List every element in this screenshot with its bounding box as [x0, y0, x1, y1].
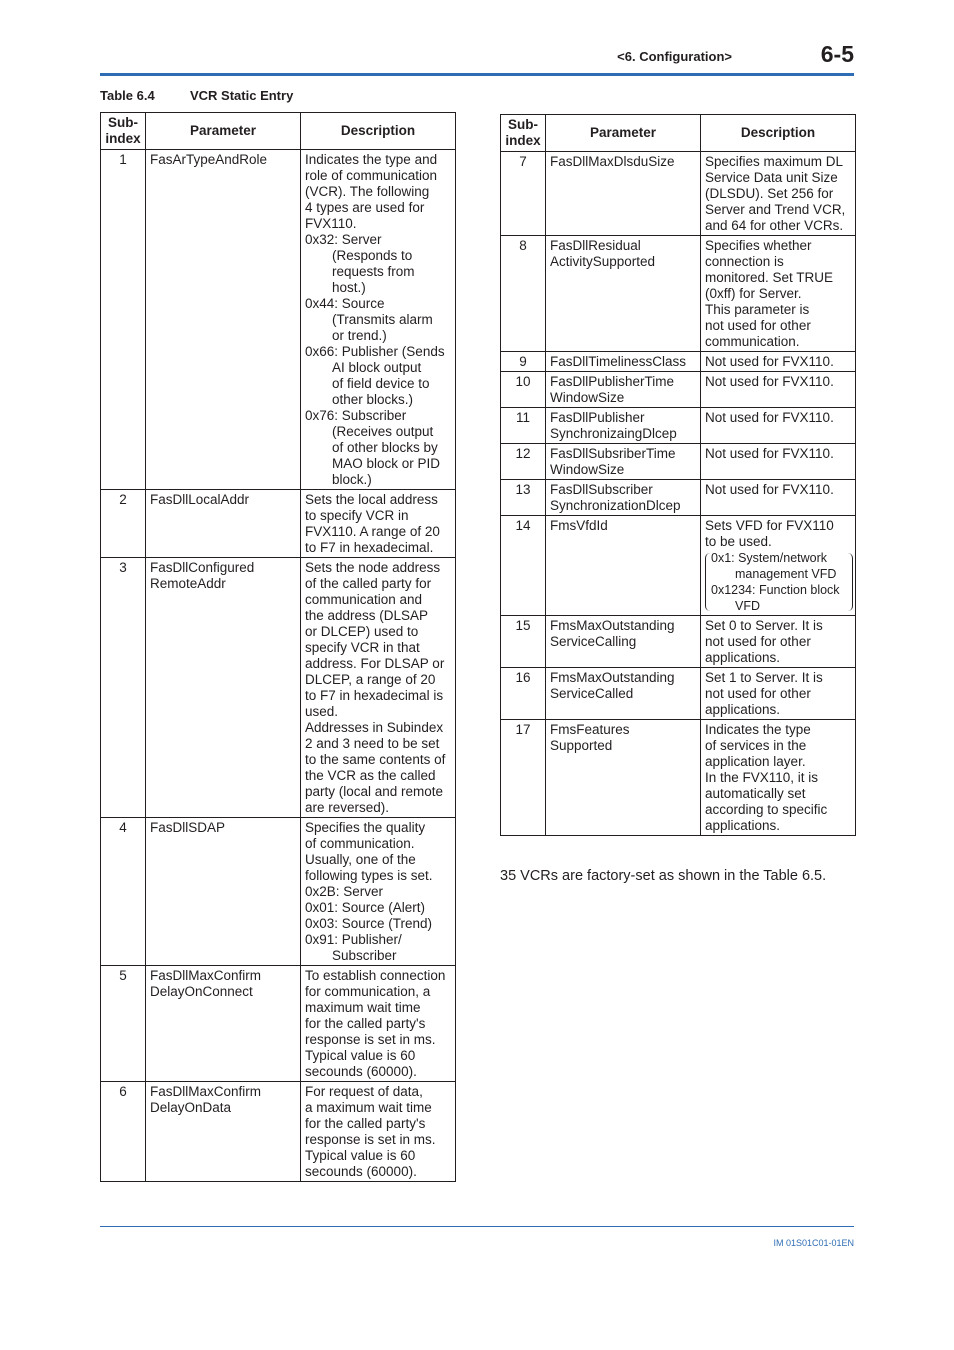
description-line: applications.	[705, 650, 781, 665]
description-line: or DLCEP) used to	[305, 624, 419, 639]
description-line: 0x66: Publisher (Sends	[305, 344, 445, 359]
subindex-cell: 2	[101, 490, 146, 558]
col-header-parameter: Parameter	[146, 113, 301, 150]
parameter-name-line: WindowSize	[550, 390, 625, 405]
col-header-description: Description	[701, 115, 856, 152]
subindex-cell: 4	[101, 818, 146, 966]
description-line: Typical value is 60	[305, 1048, 416, 1063]
description-line: Addresses in Subindex	[305, 720, 444, 735]
table-caption	[100, 88, 293, 103]
description-line: (Responds to	[332, 248, 413, 263]
brace-left	[705, 553, 710, 611]
description-line: the VCR as the called	[305, 768, 436, 783]
subindex-cell: 12	[501, 444, 546, 480]
subindex-cell: 1	[101, 150, 146, 490]
parameter-name-line: FasDllConfigured	[150, 560, 255, 575]
description-cell	[301, 1082, 456, 1182]
table-row	[501, 352, 856, 372]
table-title: VCR Static Entry	[190, 88, 294, 103]
parameter-name-line: FmsFeatures	[550, 722, 630, 737]
table-row	[501, 152, 856, 236]
description-line: to specify VCR in	[305, 508, 409, 523]
table-row	[501, 720, 856, 836]
vfd-option-line: management VFD	[735, 567, 837, 581]
description-line: Usually, one of the	[305, 852, 416, 867]
description-line: To establish connection	[305, 968, 446, 983]
description-line: Specifies whether	[705, 238, 812, 253]
description-line: for the called party's	[305, 1116, 426, 1131]
brace-right	[848, 553, 853, 611]
description-line: Not used for FVX110.	[705, 482, 834, 497]
parameter-name-line: FasDllMaxConfirm	[150, 1084, 262, 1099]
table-number: Table 6.4	[100, 88, 155, 103]
description-line: automatically set	[705, 786, 806, 801]
parameter-cell	[546, 616, 701, 668]
description-line: For request of data,	[305, 1084, 423, 1099]
description-line: to F7 in hexadecimal.	[305, 540, 434, 555]
description-cell	[701, 152, 856, 236]
vfd-option-line: 0x1: System/network	[711, 551, 828, 565]
table-row	[501, 480, 856, 516]
description-line: response is set in ms.	[305, 1032, 436, 1047]
description-line: a maximum wait time	[305, 1100, 432, 1115]
description-line: the address (DLSAP	[305, 608, 429, 623]
description-cell	[701, 372, 856, 408]
description-line: host.)	[332, 280, 366, 295]
parameter-cell	[546, 480, 701, 516]
table-row	[501, 616, 856, 668]
table-row	[501, 372, 856, 408]
parameter-name-line: ServiceCalling	[550, 634, 637, 649]
description-cell	[701, 720, 856, 836]
description-line: 0x76: Subscriber	[305, 408, 407, 423]
subindex-cell: 3	[101, 558, 146, 818]
parameter-name-line: DelayOnData	[150, 1100, 232, 1115]
description-line: Set 0 to Server. It is	[705, 618, 823, 633]
table-row	[501, 668, 856, 720]
parameter-cell	[146, 966, 301, 1082]
table-row	[101, 1082, 456, 1182]
parameter-name-line: FasDllTimelinessClass	[550, 354, 687, 369]
subindex-cell: 17	[501, 720, 546, 836]
description-line: Typical value is 60	[305, 1148, 416, 1163]
description-cell	[701, 408, 856, 444]
table-header-row	[101, 113, 456, 150]
description-line: party (local and remote	[305, 784, 444, 799]
parameter-cell	[546, 516, 701, 616]
description-line: (DLSDU). Set 256 for	[705, 186, 834, 201]
col-header-parameter: Parameter	[546, 115, 701, 152]
table-row	[101, 490, 456, 558]
subindex-cell: 5	[101, 966, 146, 1082]
factory-note: 35 VCRs are factory-set as shown in the Table 6.5.	[500, 868, 827, 884]
parameter-name-line: FmsMaxOutstanding	[550, 670, 675, 685]
description-cell	[301, 818, 456, 966]
subindex-cell: 15	[501, 616, 546, 668]
parameter-cell	[546, 444, 701, 480]
parameter-name-line: FasDllPublisherTime	[550, 374, 675, 389]
parameter-name-line: FasDllResidual	[550, 238, 641, 253]
parameter-cell	[546, 408, 701, 444]
description-line: (VCR). The following	[305, 184, 430, 199]
col-header-subindex: Sub- index	[101, 113, 146, 150]
description-line: Not used for FVX110.	[705, 354, 834, 369]
description-cell	[301, 490, 456, 558]
description-line: Sets the local address	[305, 492, 438, 507]
description-line: monitored. Set TRUE	[705, 270, 834, 285]
description-cell	[301, 966, 456, 1082]
subindex-cell: 9	[501, 352, 546, 372]
parameter-cell	[546, 372, 701, 408]
description-line: response is set in ms.	[305, 1132, 436, 1147]
parameter-cell	[146, 558, 301, 818]
description-line: connection is	[705, 254, 784, 269]
description-line: DLCEP, a range of 20	[305, 672, 436, 687]
header-rule	[100, 73, 854, 76]
description-line: Not used for FVX110.	[705, 410, 834, 425]
vfd-option-line: VFD	[735, 599, 760, 613]
description-line: Specifies the quality	[305, 820, 426, 835]
subindex-cell: 7	[501, 152, 546, 236]
subindex-cell: 13	[501, 480, 546, 516]
parameter-name-line: FmsVfdId	[550, 518, 608, 533]
description-line: Indicates the type and	[305, 152, 438, 167]
description-line: This parameter is	[705, 302, 810, 317]
vfd-option-line: 0x1234: Function block	[711, 583, 840, 597]
table-row	[101, 150, 456, 490]
description-line: Service Data unit Size	[705, 170, 838, 185]
description-line: for the called party's	[305, 1016, 426, 1031]
parameter-name-line: RemoteAddr	[150, 576, 226, 591]
description-line: 0x32: Server	[305, 232, 382, 247]
vfd-options-brace	[705, 550, 851, 614]
description-line: Specifies maximum DL	[705, 154, 844, 169]
vcr-table-left	[100, 112, 456, 1182]
description-line: to be used.	[705, 534, 772, 549]
table-body-right	[501, 152, 856, 836]
description-line: requests from	[332, 264, 415, 279]
parameter-name-line: DelayOnConnect	[150, 984, 253, 999]
description-line: (Transmits alarm	[332, 312, 433, 327]
description-cell	[701, 352, 856, 372]
description-line: Set 1 to Server. It is	[705, 670, 823, 685]
description-line: and 64 for other VCRs.	[705, 218, 844, 233]
description-line: 0x44: Source	[305, 296, 385, 311]
description-line: secounds (60000).	[305, 1164, 417, 1179]
description-cell	[701, 444, 856, 480]
page-number: 6-5	[820, 41, 854, 67]
subindex-cell: 6	[101, 1082, 146, 1182]
table-header-row	[501, 115, 856, 152]
document-id: IM 01S01C01-01EN	[773, 1238, 854, 1248]
description-line: not used for other	[705, 318, 811, 333]
description-line: not used for other	[705, 634, 811, 649]
parameter-cell	[146, 818, 301, 966]
table-body-left	[101, 150, 456, 1182]
parameter-cell	[546, 720, 701, 836]
description-line: Server and Trend VCR,	[705, 202, 846, 217]
parameter-name-line: FasDllSubsriberTime	[550, 446, 676, 461]
description-line: AI block output	[332, 360, 422, 375]
section-header: <6. Configuration>	[617, 49, 732, 64]
description-line: maximum wait time	[305, 1000, 421, 1015]
description-line: block.)	[332, 472, 372, 487]
parameter-name-line: SynchronizationDlcep	[550, 498, 681, 513]
description-line: 0x91: Publisher/	[305, 932, 402, 947]
description-cell	[701, 480, 856, 516]
parameter-name-line: FasDllSDAP	[150, 820, 226, 835]
description-line: specify VCR in that	[305, 640, 420, 655]
description-cell	[701, 668, 856, 720]
description-line: following types is set.	[305, 868, 433, 883]
description-line: MAO block or PID	[332, 456, 441, 471]
parameter-name-line: FasDllMaxDlsduSize	[550, 154, 675, 169]
description-line: of other blocks by	[332, 440, 438, 455]
description-line: according to specific	[705, 802, 828, 817]
description-line: Indicates the type	[705, 722, 811, 737]
description-line: communication and	[305, 592, 423, 607]
subindex-cell: 16	[501, 668, 546, 720]
parameter-cell	[546, 152, 701, 236]
parameter-name-line: SynchronizaingDlcep	[550, 426, 677, 441]
description-line: application layer.	[705, 754, 806, 769]
description-line: secounds (60000).	[305, 1064, 417, 1079]
parameter-name-line: Supported	[550, 738, 613, 753]
table-row	[101, 818, 456, 966]
description-cell	[301, 150, 456, 490]
description-line: 2 and 3 need to be set	[305, 736, 440, 751]
description-cell	[701, 516, 856, 616]
table-row	[501, 444, 856, 480]
table-row	[501, 236, 856, 352]
description-cell	[701, 236, 856, 352]
description-line: communication.	[705, 334, 800, 349]
description-line: 0x03: Source (Trend)	[305, 916, 433, 931]
parameter-name-line: FasDllPublisher	[550, 410, 645, 425]
description-line: Not used for FVX110.	[705, 374, 834, 389]
description-line: are reversed).	[305, 800, 390, 815]
parameter-name-line: ServiceCalled	[550, 686, 634, 701]
description-line: to the same contents of	[305, 752, 446, 767]
description-line: of the called party for	[305, 576, 432, 591]
footer-rule	[100, 1226, 854, 1227]
subindex-cell: 14	[501, 516, 546, 616]
description-line: 0x2B: Server	[305, 884, 384, 899]
description-line: 0x01: Source (Alert)	[305, 900, 426, 915]
description-line: FVX110. A range of 20	[305, 524, 440, 539]
description-cell	[701, 616, 856, 668]
parameter-cell	[546, 236, 701, 352]
description-line: (Receives output	[332, 424, 434, 439]
table-row	[101, 558, 456, 818]
description-line: or trend.)	[332, 328, 387, 343]
description-line: Not used for FVX110.	[705, 446, 834, 461]
parameter-name-line: FasDllSubscriber	[550, 482, 653, 497]
subindex-cell: 8	[501, 236, 546, 352]
description-line: other blocks.)	[332, 392, 414, 407]
description-line: not used for other	[705, 686, 811, 701]
table-row	[101, 966, 456, 1082]
description-line: In the FVX110, it is	[705, 770, 819, 785]
parameter-name-line: FasDllLocalAddr	[150, 492, 250, 507]
parameter-cell	[546, 668, 701, 720]
parameter-cell	[546, 352, 701, 372]
description-line: Sets the node address	[305, 560, 441, 575]
table-row	[501, 408, 856, 444]
description-line: of communication.	[305, 836, 415, 851]
description-line: applications.	[705, 818, 781, 833]
description-line: used.	[305, 704, 339, 719]
description-line: of field device to	[332, 376, 430, 391]
parameter-name-line: FasArTypeAndRole	[150, 152, 268, 167]
col-header-subindex: Sub- index	[501, 115, 546, 152]
description-line: Subscriber	[332, 948, 397, 963]
description-line: (0xff) for Server.	[705, 286, 802, 301]
parameter-name-line: FasDllMaxConfirm	[150, 968, 262, 983]
description-line: FVX110.	[305, 216, 357, 231]
description-cell	[301, 558, 456, 818]
subindex-cell: 11	[501, 408, 546, 444]
description-line: applications.	[705, 702, 781, 717]
description-line: for communication, a	[305, 984, 431, 999]
description-line: role of communication	[305, 168, 438, 183]
description-line: to F7 in hexadecimal is	[305, 688, 444, 703]
subindex-cell: 10	[501, 372, 546, 408]
description-line: 4 types are used for	[305, 200, 425, 215]
parameter-cell	[146, 1082, 301, 1182]
description-line: of services in the	[705, 738, 807, 753]
parameter-cell	[146, 150, 301, 490]
table-row	[501, 516, 856, 616]
parameter-name-line: FmsMaxOutstanding	[550, 618, 675, 633]
parameter-name-line: ActivitySupported	[550, 254, 656, 269]
parameter-cell	[146, 490, 301, 558]
description-line: Sets VFD for FVX110	[705, 518, 834, 533]
description-line: address. For DLSAP or	[305, 656, 445, 671]
col-header-description: Description	[301, 113, 456, 150]
parameter-name-line: WindowSize	[550, 462, 625, 477]
vcr-table-right	[500, 114, 856, 836]
